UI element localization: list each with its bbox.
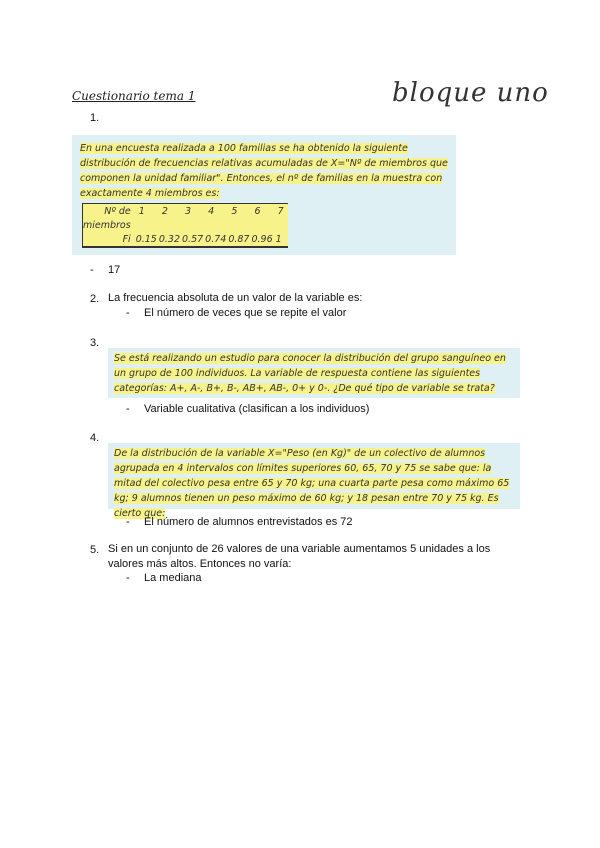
table-cell: 0.32	[158, 233, 181, 245]
handwritten-note: bloque uno	[392, 78, 549, 108]
table-header-members: Nº de	[104, 205, 131, 217]
table-row-members-cont	[83, 218, 288, 232]
table-cell: 7	[277, 205, 284, 217]
table-cell: 6	[254, 205, 261, 217]
table-cell: 0.15	[135, 233, 157, 245]
table-cell: 1	[138, 205, 145, 217]
question-1-text: En una encuesta realizada a 100 familias se ha obtenido la siguiente distribución de frecuencias relativas acumuladas de X="Nº de miembros que componen la unidad familiar". Entonces, el nº de familias en la muestra con exactamente 4 miembros es:	[80, 143, 448, 199]
question-3-box	[108, 348, 520, 398]
table-cell: 3	[185, 205, 192, 217]
question-4-number: 4.	[90, 432, 100, 444]
table-cell: 2	[161, 205, 168, 217]
question-4-text: De la distribución de la variable X="Peso (en Kg)" de un colectivo de alumnos agrupada en 4 intervalos con límites superiores 60, 65, 70 y 75 se sabe que: la mitad del colectivo pesa entre 65 y 70 kg; una cuarta parte pesa como máximo 65 kg; 9 alumnos tienen un peso máximo de 60 kg; y 18 pesan entre 70 y 75 kg. Es cierto que:	[114, 448, 510, 519]
table-cell: 1	[275, 233, 282, 245]
table-header-freq: Fi	[122, 233, 131, 245]
question-1-box	[72, 135, 456, 255]
table-cell: 5	[231, 205, 238, 217]
question-3-number: 3.	[90, 337, 100, 349]
question-5-text: Si en un conjunto de 26 valores de una variable aumentamos 5 unidades a los valores más altos. Entonces no varía:	[108, 543, 491, 570]
table-cell: 0.57	[182, 233, 204, 245]
table-cell: 4	[208, 205, 215, 217]
question-4-answer: - El número de alumnos entrevistados es 72	[126, 516, 353, 528]
question-5-number: 5.	[90, 544, 100, 556]
question-1-answer: - 17	[90, 264, 121, 276]
table-row-freq	[83, 232, 288, 247]
table-cell: 0.96	[251, 233, 273, 245]
question-2-answer: - El número de veces que se repite el valor	[126, 307, 347, 319]
question-3-answer: - Variable cualitativa (clasifican a los individuos)	[126, 403, 370, 415]
table-header-members-2: miembros	[83, 219, 131, 231]
question-4-box	[108, 443, 520, 519]
question-5-answer: - La mediana	[126, 572, 202, 584]
page-title: Cuestionario tema 1	[72, 89, 196, 103]
table-row-members	[83, 204, 288, 218]
table-cell: 0.74	[205, 233, 227, 245]
question-1-number: 1.	[90, 112, 100, 124]
frequency-table	[82, 203, 288, 248]
question-2-text: La frecuencia absoluta de un valor de la variable es:	[108, 292, 363, 304]
table-cell: 0.87	[228, 233, 250, 245]
question-3-text: Se está realizando un estudio para conocer la distribución del grupo sanguíneo en un grupo de 100 individuos. La variable de respuesta contiene las siguientes categorías: A+, A-, B+, B-, AB+, AB-, 0+ y 0-. ¿De qué tipo de variable se trata?	[114, 353, 506, 394]
question-2-number: 2.	[90, 293, 100, 305]
